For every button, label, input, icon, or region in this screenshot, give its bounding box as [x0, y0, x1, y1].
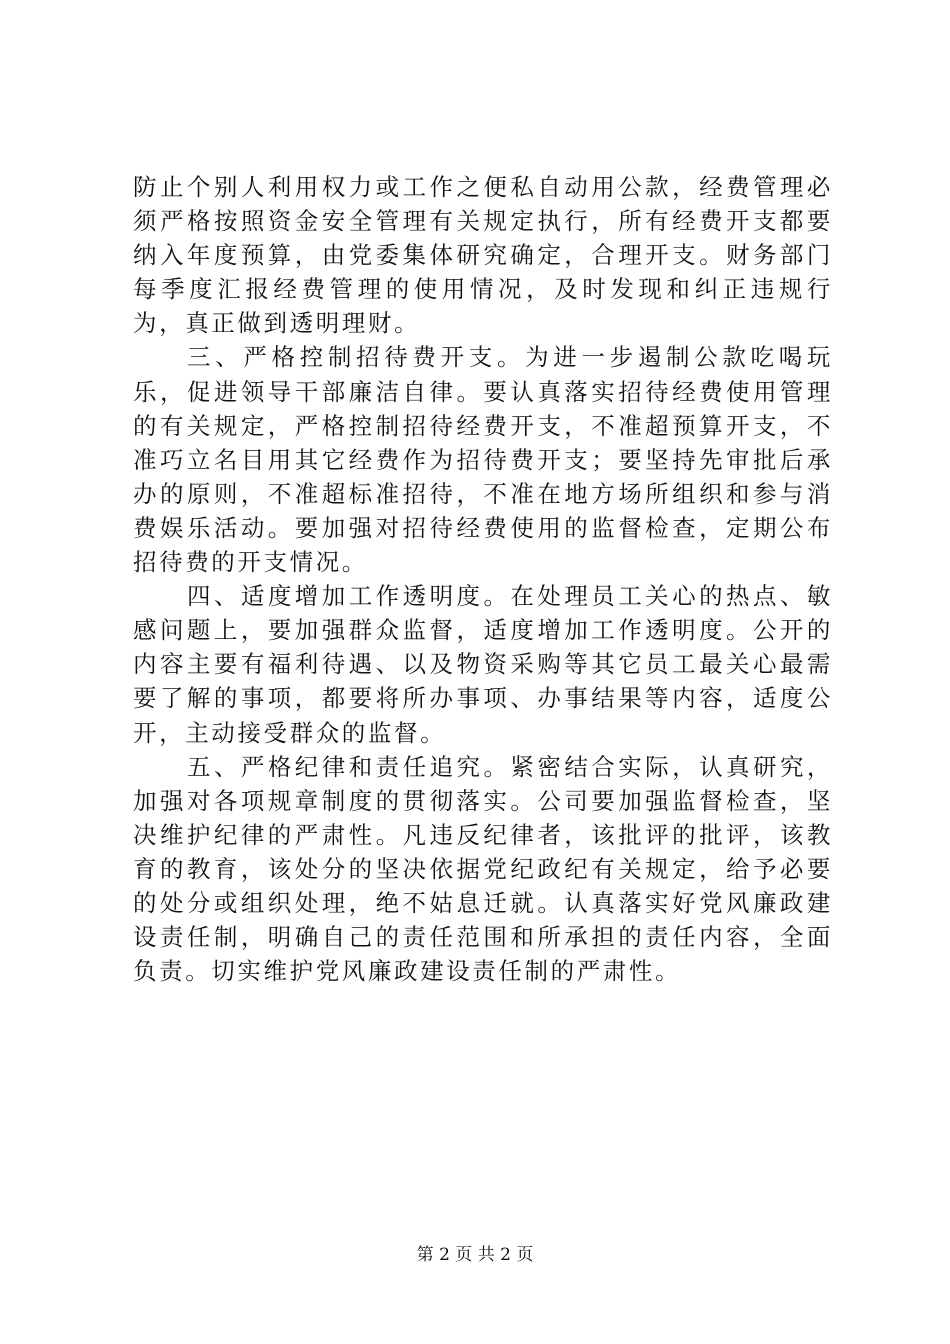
paragraph-section-five: 五、严格纪律和责任追究。紧密结合实际，认真研究，加强对各项规章制度的贯彻落实。公司要加强监督检查，坚决维护纪律的严肃性。凡违反纪律者，该批评的批评，该教育的教育，该处分的坚决依据党纪政纪有关规定，给予必要的处分或组织处理，绝不姑息迁就。认真落实好党风廉政建设责任制，明确自己的责任范围和所承担的责任内容，全面负责。切实维护党风廉政建设责任制的严肃性。: [133, 752, 833, 986]
paragraph-section-three: 三、严格控制招待费开支。为进一步遏制公款吃喝玩乐，促进领导干部廉洁自律。要认真落实招待经费使用管理的有关规定，严格控制招待经费开支，不准超预算开支，不准巧立名目用其它经费作为招待费开支；要坚持先审批后承办的原则，不准超标准招待，不准在地方场所组织和参与消费娱乐活动。要加强对招待经费使用的监督检查，定期公布招待费的开支情况。: [133, 343, 833, 577]
document-body: [133, 170, 833, 988]
paragraph-section-four: 四、适度增加工作透明度。在处理员工关心的热点、敏感问题上，要加强群众监督，适度增加工作透明度。公开的内容主要有福利待遇、以及物资采购等其它员工最关心最需要了解的事项，都要将所办事项、办事结果等内容，适度公开，主动接受群众的监督。: [133, 582, 833, 747]
page-number-footer: 第 2 页 共 2 页: [416, 1245, 534, 1265]
paragraph-continuation: 防止个别人利用权力或工作之便私自动用公款，经费管理必须严格按照资金安全管理有关规定执行，所有经费开支都要纳入年度预算，由党委集体研究确定，合理开支。财务部门每季度汇报经费管理的使用情况，及时发现和纠正违规行为，真正做到透明理财。: [133, 173, 833, 338]
